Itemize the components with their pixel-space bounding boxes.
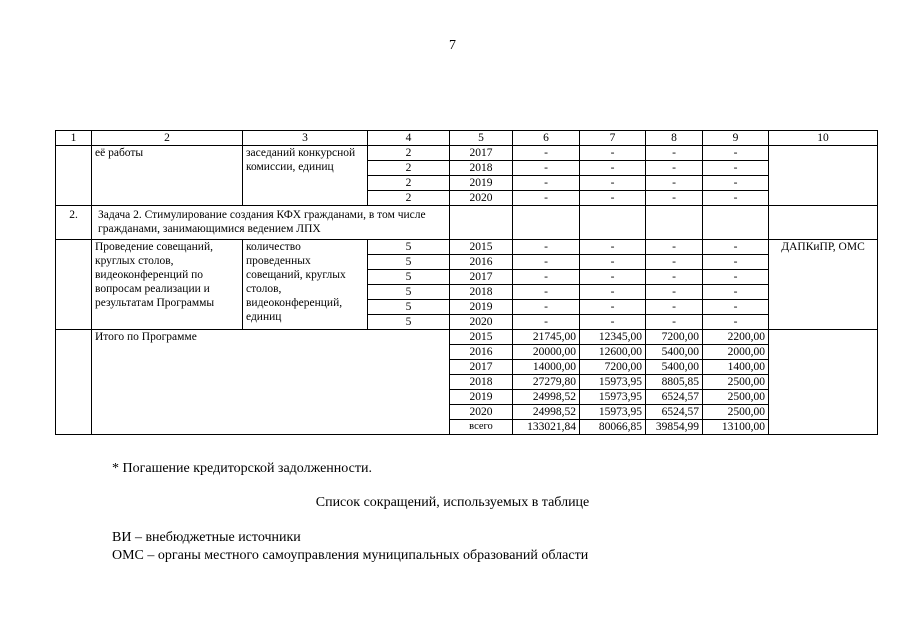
amount-cell: 6524,57 bbox=[646, 405, 703, 420]
table-cell bbox=[646, 206, 703, 240]
table-cell: - bbox=[513, 285, 580, 300]
table-cell: - bbox=[646, 285, 703, 300]
footnote: * Погашение кредиторской задолженности. bbox=[112, 461, 372, 476]
table-cell: 2 bbox=[368, 176, 450, 191]
table-cell: - bbox=[703, 240, 769, 255]
table-cell bbox=[769, 146, 878, 206]
amount-cell: 12345,00 bbox=[580, 330, 646, 345]
year-cell: 2019 bbox=[450, 176, 513, 191]
amount-cell: 15973,95 bbox=[580, 405, 646, 420]
amount-cell: 13100,00 bbox=[703, 420, 769, 435]
table-cell: - bbox=[646, 315, 703, 330]
table-row bbox=[56, 131, 878, 146]
amount-cell: 2500,00 bbox=[703, 375, 769, 390]
amount-cell: 24998,52 bbox=[513, 405, 580, 420]
table-cell: - bbox=[513, 315, 580, 330]
abbreviations-title: Список сокращений, используемых в таблице bbox=[315, 495, 590, 510]
table-cell: - bbox=[703, 161, 769, 176]
table-cell bbox=[450, 206, 513, 240]
year-cell: 2015 bbox=[450, 240, 513, 255]
year-cell: 2020 bbox=[450, 405, 513, 420]
table-cell: - bbox=[513, 255, 580, 270]
task-title: Задача 2. Стимулирование создания КФХ гражданами, в том числе гражданами, занимающимися ведением ЛПХ bbox=[92, 206, 450, 240]
amount-cell: 21745,00 bbox=[513, 330, 580, 345]
table-row bbox=[56, 146, 878, 161]
column-header: 1 bbox=[56, 131, 92, 146]
table-cell: - bbox=[580, 146, 646, 161]
abbreviation-item: ОМС – органы местного самоуправления муниципальных образований области bbox=[112, 548, 589, 563]
amount-cell: 7200,00 bbox=[646, 330, 703, 345]
table-cell: - bbox=[703, 191, 769, 206]
table-cell bbox=[56, 330, 92, 435]
year-cell: 2019 bbox=[450, 300, 513, 315]
table-cell: - bbox=[513, 240, 580, 255]
year-cell: 2016 bbox=[450, 345, 513, 360]
table-cell bbox=[56, 240, 92, 330]
table-cell bbox=[769, 330, 878, 435]
table-cell: - bbox=[580, 240, 646, 255]
table-cell bbox=[769, 206, 878, 240]
amount-cell: 5400,00 bbox=[646, 360, 703, 375]
table-cell: 2 bbox=[368, 146, 450, 161]
amount-cell: 2500,00 bbox=[703, 405, 769, 420]
table-cell: - bbox=[513, 176, 580, 191]
table-cell: - bbox=[513, 146, 580, 161]
amount-cell: 2500,00 bbox=[703, 390, 769, 405]
program-table bbox=[55, 130, 878, 435]
table-cell bbox=[513, 206, 580, 240]
amount-cell: 12600,00 bbox=[580, 345, 646, 360]
table-cell: - bbox=[703, 255, 769, 270]
column-header: 8 bbox=[646, 131, 703, 146]
column-header: 10 bbox=[769, 131, 878, 146]
table-cell: - bbox=[580, 270, 646, 285]
total-label: Итого по Программе bbox=[92, 330, 450, 435]
table-cell: - bbox=[580, 161, 646, 176]
year-cell: 2016 bbox=[450, 255, 513, 270]
year-cell: 2019 bbox=[450, 390, 513, 405]
amount-cell: 6524,57 bbox=[646, 390, 703, 405]
amount-cell: 27279,80 bbox=[513, 375, 580, 390]
table-cell: - bbox=[703, 285, 769, 300]
column-header: 4 bbox=[368, 131, 450, 146]
year-cell: 2015 bbox=[450, 330, 513, 345]
column-header: 9 bbox=[703, 131, 769, 146]
amount-cell: 2200,00 bbox=[703, 330, 769, 345]
indicator-cell: заседаний конкурсной комиссии, единиц bbox=[243, 146, 368, 206]
column-header: 3 bbox=[243, 131, 368, 146]
table-cell: - bbox=[646, 146, 703, 161]
year-cell: 2020 bbox=[450, 315, 513, 330]
year-cell: 2017 bbox=[450, 360, 513, 375]
task-number: 2. bbox=[56, 206, 92, 240]
table-cell: - bbox=[513, 161, 580, 176]
table-cell: 5 bbox=[368, 255, 450, 270]
column-header: 6 bbox=[513, 131, 580, 146]
table-cell: - bbox=[646, 161, 703, 176]
amount-cell: 15973,95 bbox=[580, 390, 646, 405]
year-cell: 2018 bbox=[450, 375, 513, 390]
year-cell: 2020 bbox=[450, 191, 513, 206]
amount-cell: 39854,99 bbox=[646, 420, 703, 435]
table-cell: 5 bbox=[368, 300, 450, 315]
amount-cell: 15973,95 bbox=[580, 375, 646, 390]
year-cell: 2018 bbox=[450, 161, 513, 176]
page-number: 7 bbox=[449, 38, 456, 53]
table-cell: - bbox=[580, 191, 646, 206]
activity-cell: Проведение совещаний, круглых столов, видеоконференций по вопросам реализации и результатам Программы bbox=[92, 240, 243, 330]
amount-cell: 24998,52 bbox=[513, 390, 580, 405]
column-header: 2 bbox=[92, 131, 243, 146]
table-cell: - bbox=[646, 191, 703, 206]
amount-cell: 133021,84 bbox=[513, 420, 580, 435]
table-cell: - bbox=[703, 176, 769, 191]
table-cell bbox=[703, 206, 769, 240]
table-cell: - bbox=[513, 270, 580, 285]
amount-cell: 8805,85 bbox=[646, 375, 703, 390]
table-cell: - bbox=[580, 300, 646, 315]
table-cell: - bbox=[646, 270, 703, 285]
table-row bbox=[56, 206, 878, 240]
table-cell bbox=[580, 206, 646, 240]
table-cell: 5 bbox=[368, 285, 450, 300]
table-cell bbox=[56, 146, 92, 206]
amount-cell: 7200,00 bbox=[580, 360, 646, 375]
year-cell: 2017 bbox=[450, 146, 513, 161]
amount-cell: 5400,00 bbox=[646, 345, 703, 360]
column-header: 7 bbox=[580, 131, 646, 146]
table-cell: - bbox=[580, 176, 646, 191]
table-cell: 2 bbox=[368, 161, 450, 176]
table-cell: - bbox=[703, 300, 769, 315]
amount-cell: 80066,85 bbox=[580, 420, 646, 435]
table-cell: 5 bbox=[368, 270, 450, 285]
table-cell: - bbox=[513, 300, 580, 315]
table-cell: 5 bbox=[368, 240, 450, 255]
table-cell: - bbox=[580, 255, 646, 270]
abbreviation-item: ВИ – внебюджетные источники bbox=[112, 530, 301, 545]
table-cell: - bbox=[703, 270, 769, 285]
column-header: 5 bbox=[450, 131, 513, 146]
table-cell: - bbox=[703, 146, 769, 161]
amount-cell: 20000,00 bbox=[513, 345, 580, 360]
table-cell: - bbox=[646, 300, 703, 315]
table-cell: - bbox=[646, 255, 703, 270]
year-cell: 2018 bbox=[450, 285, 513, 300]
table-cell: 5 bbox=[368, 315, 450, 330]
table-cell: - bbox=[580, 315, 646, 330]
table-cell: - bbox=[646, 176, 703, 191]
activity-cell: её работы bbox=[92, 146, 243, 206]
table-cell: - bbox=[580, 285, 646, 300]
table-cell: - bbox=[646, 240, 703, 255]
table-cell: - bbox=[703, 315, 769, 330]
amount-cell: 14000,00 bbox=[513, 360, 580, 375]
year-cell: 2017 bbox=[450, 270, 513, 285]
table-row bbox=[56, 240, 878, 255]
amount-cell: 1400,00 bbox=[703, 360, 769, 375]
year-cell: всего bbox=[450, 420, 513, 435]
table-cell: - bbox=[513, 191, 580, 206]
amount-cell: 2000,00 bbox=[703, 345, 769, 360]
indicator-cell: количество проведенных совещаний, круглых столов, видеоконференций, единиц bbox=[243, 240, 368, 330]
executor-cell: ДАПКиПР, ОМС bbox=[769, 240, 878, 330]
table-row bbox=[56, 330, 878, 345]
table-cell: 2 bbox=[368, 191, 450, 206]
